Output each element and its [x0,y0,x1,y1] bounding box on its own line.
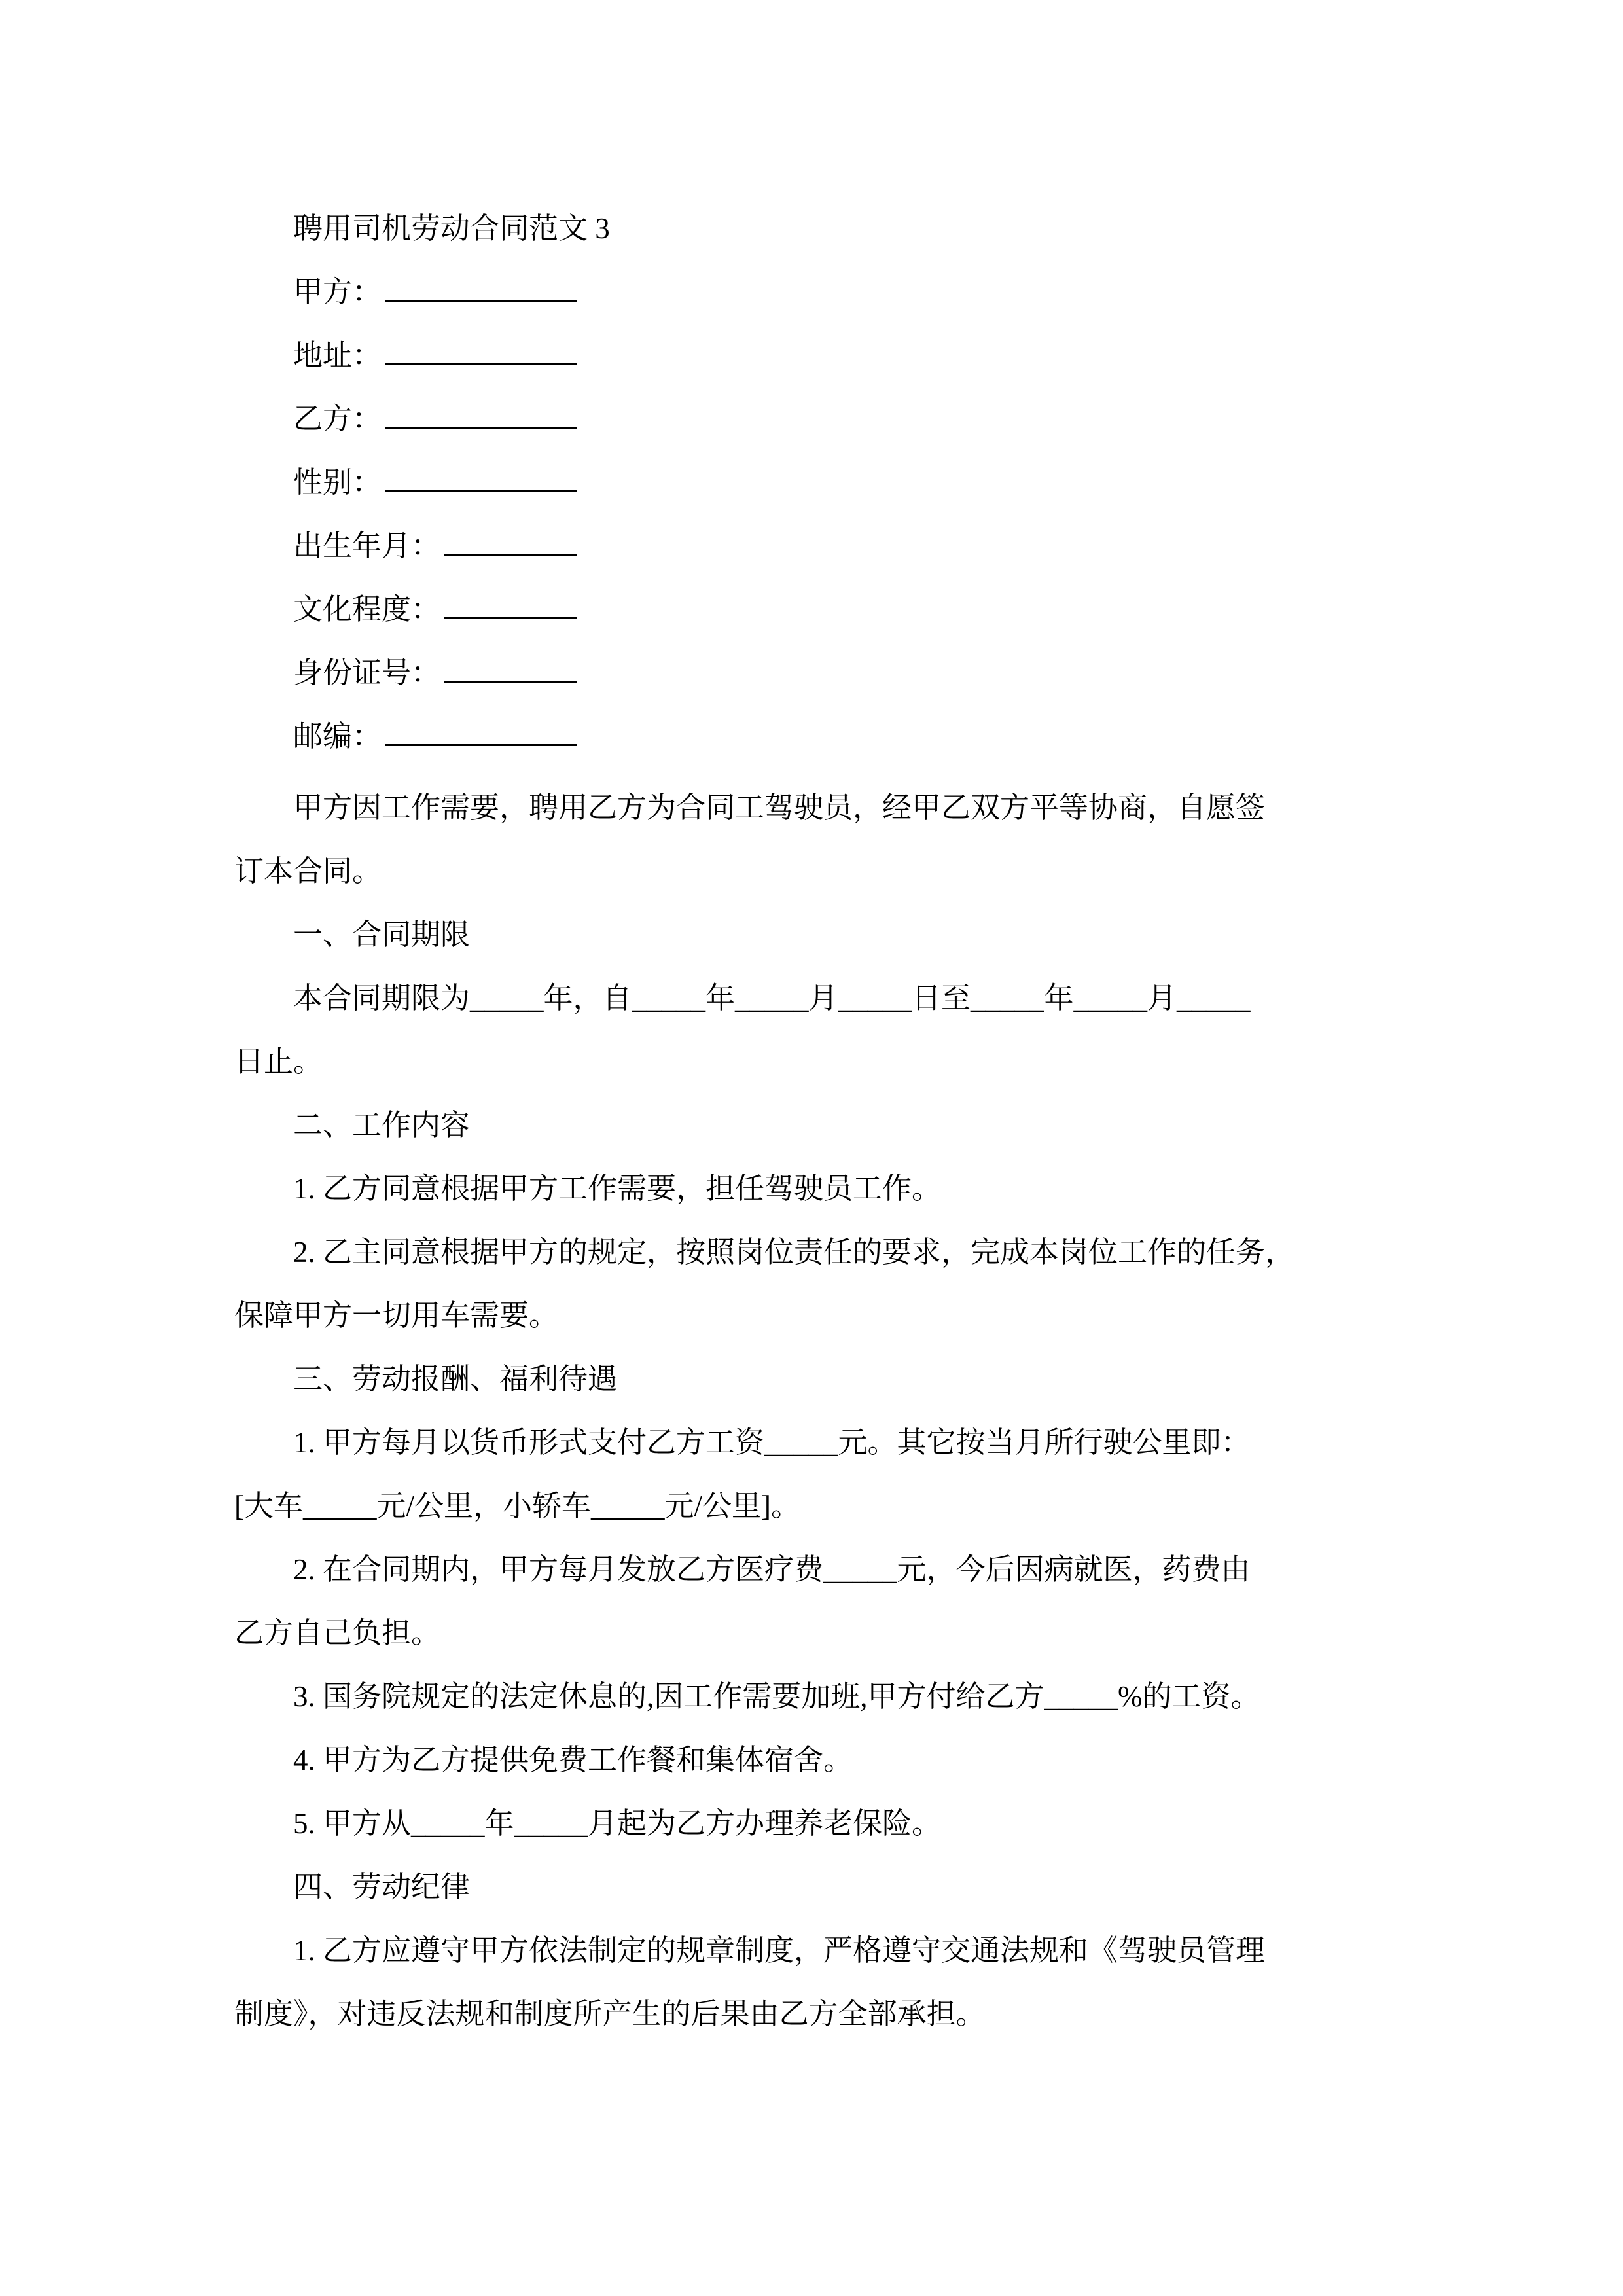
pay-item-2-line-1: 2. 在合同期内，甲方每月发放乙方医疗费_____元，今后因病就医，药费由 [293,1553,1251,1586]
field-label-postal-code: 邮编： [293,720,382,753]
blank-line [385,490,577,492]
field-row-address [234,324,1321,387]
field-label-party-a: 甲方： [293,276,382,308]
field-row-birth-date [234,514,1321,578]
section-3-heading: 三、劳动报酬、福利待遇 [293,1363,618,1395]
pay-item-1-line-2: [大车_____元/公里，小轿车_____元/公里]。 [234,1490,800,1522]
field-row-party-b [234,387,1321,451]
field-label-party-b: 乙方： [293,403,382,435]
blank-line [385,744,577,746]
blank-line [444,680,577,683]
blank-line [385,363,577,365]
field-row-postal-code [234,705,1321,768]
blank-line [385,299,577,302]
blank-line [444,553,577,556]
work-content-item-2-line-1: 2. 乙主同意根据甲方的规定，按照岗位责任的要求，完成本岗位工作的任务， [293,1236,1295,1268]
field-label-gender: 性别： [293,466,382,499]
pay-item-1-line-1: 1. 甲方每月以货币形式支付乙方工资_____元。其它按当月所行驶公里即： [293,1426,1251,1459]
blank-line [444,617,577,619]
field-label-birth-date: 出生年月： [293,529,441,562]
pay-item-2-line-2: 乙方自己负担。 [234,1617,441,1649]
contract-term-line-1: 本合同期限为_____年，自_____年_____月_____日至_____年_____月_____ [293,982,1251,1014]
field-row-id-number [234,641,1321,705]
document-title: 聘用司机劳动合同范文 3 [293,212,610,245]
field-label-address: 地址： [293,339,382,372]
work-content-item-1: 1. 乙方同意根据甲方工作需要，担任驾驶员工作。 [293,1172,942,1205]
field-row-education [234,578,1321,641]
section-4-heading: 四、劳动纪律 [293,1871,471,1903]
intro-paragraph-line-2: 订本合同。 [234,855,382,888]
pay-item-4: 4. 甲方为乙方提供免费工作餐和集体宿舍。 [293,1744,853,1776]
pay-item-3: 3. 国务院规定的法定休息的,因工作需要加班,甲方付给乙方_____%的工资。 [293,1680,1260,1713]
contract-term-line-2: 日止。 [234,1045,323,1078]
field-row-gender [234,451,1321,514]
field-label-education: 文化程度： [293,593,441,626]
section-1-heading: 一、合同期限 [293,918,471,951]
intro-paragraph-line-1: 甲方因工作需要，聘用乙方为合同工驾驶员，经甲乙双方平等协商，自愿签 [293,791,1266,824]
field-row-party-a [234,260,1321,324]
section-2-heading: 二、工作内容 [293,1109,471,1141]
contract-content [234,197,1321,2046]
blank-line [385,426,577,429]
pay-item-5: 5. 甲方从_____年_____月起为乙方办理养老保险。 [293,1807,942,1840]
discipline-item-1-line-2: 制度》，对违反法规和制度所产生的后果由乙方全部承担。 [234,1998,986,2030]
field-label-id-number: 身份证号： [293,656,441,689]
work-content-item-2-line-2: 保障甲方一切用车需要。 [234,1299,559,1332]
discipline-item-1-line-1: 1. 乙方应遵守甲方依法制定的规章制度，严格遵守交通法规和《驾驶员管理 [293,1934,1266,1967]
